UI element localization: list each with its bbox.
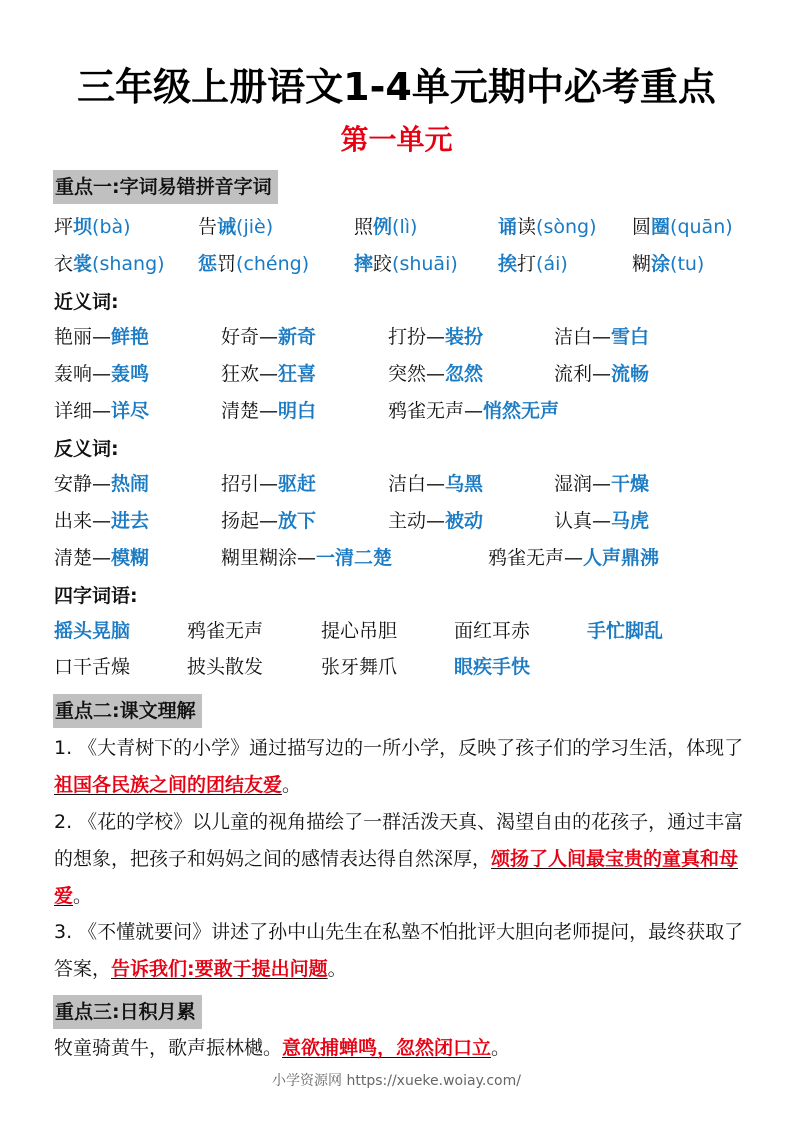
synonym-pair: 清楚—明白 bbox=[221, 400, 317, 422]
idiom: 手忙脚乱 bbox=[587, 620, 664, 642]
section-heading-1: 重点一:字词易错拼音字词 bbox=[53, 170, 278, 204]
text-item-1: 1. 《大青树下的小学》通过描写边的一所小学，反映了孩子们的学习生活，体现了祖国各民族之间的团结友爱。 bbox=[54, 737, 744, 796]
synonym-pair: 洁白—雪白 bbox=[554, 326, 650, 348]
pinyin-item: 挨打(ái) bbox=[498, 253, 568, 275]
idiom: 鸦雀无声 bbox=[187, 620, 264, 642]
idioms-label: 四字词语: bbox=[54, 585, 138, 607]
antonym-pair: 扬起—放下 bbox=[221, 510, 317, 532]
text-item-2: 2. 《花的学校》以儿童的视角描绘了一群活泼天真、渴望自由的花孩子，通过丰富的想象，把孩子和妈妈之间的感情表达得自然深厚，颂扬了人间最宝贵的童真和母爱。 bbox=[54, 811, 744, 907]
synonym-pair: 艳丽—鲜艳 bbox=[54, 326, 150, 348]
text-item-3: 3. 《不懂就要问》讲述了孙中山先生在私塾不怕批评大胆向老师提问，最终获取了答案，告诉我们:要敢于提出问题。 bbox=[54, 921, 744, 980]
pinyin-item: 摔跤(shuāi) bbox=[354, 253, 458, 275]
synonym-pair: 突然—忽然 bbox=[388, 363, 484, 385]
antonym-pair: 清楚—模糊 bbox=[54, 547, 150, 569]
synonym-pair: 好奇—新奇 bbox=[221, 326, 317, 348]
page-title: 三年级上册语文1-4单元期中必考重点 bbox=[77, 65, 716, 109]
pinyin-item: 圆圈(quān) bbox=[632, 216, 733, 238]
unit-title: 第一单元 bbox=[340, 123, 453, 156]
synonym-pair: 鸦雀无声—悄然无声 bbox=[388, 400, 560, 422]
synonym-pair: 流利—流畅 bbox=[554, 363, 650, 385]
antonyms-label: 反义词: bbox=[54, 438, 119, 460]
idiom: 面红耳赤 bbox=[454, 620, 531, 642]
antonym-pair: 湿润—干燥 bbox=[554, 473, 650, 495]
idiom: 口干舌燥 bbox=[54, 656, 131, 678]
pinyin-item: 衣裳(shang) bbox=[54, 253, 165, 275]
antonym-pair: 鸦雀无声—人声鼎沸 bbox=[488, 547, 660, 569]
antonym-pair: 安静—热闹 bbox=[54, 473, 150, 495]
synonym-pair: 狂欢—狂喜 bbox=[221, 363, 317, 385]
pinyin-item: 照例(lì) bbox=[354, 216, 418, 238]
idiom: 张牙舞爪 bbox=[321, 656, 398, 678]
idiom: 提心吊胆 bbox=[321, 620, 398, 642]
section-heading-2: 重点二:课文理解 bbox=[53, 694, 202, 728]
section-heading-3: 重点三:日积月累 bbox=[53, 995, 202, 1029]
footer-watermark: 小学资源网 https://xueke.woiay.com/ bbox=[272, 1073, 521, 1089]
idiom: 摇头晃脑 bbox=[54, 620, 131, 642]
pinyin-item: 诵读(sòng) bbox=[498, 216, 597, 238]
antonym-pair: 洁白—乌黑 bbox=[388, 473, 484, 495]
antonym-pair: 认真—马虎 bbox=[554, 510, 650, 532]
pinyin-item: 糊涂(tu) bbox=[632, 253, 705, 275]
antonym-pair: 主动—被动 bbox=[388, 510, 484, 532]
idiom: 披头散发 bbox=[187, 656, 264, 678]
idiom: 眼疾手快 bbox=[454, 656, 531, 678]
synonyms-label: 近义词: bbox=[54, 291, 119, 313]
pinyin-item: 坪坝(bà) bbox=[54, 216, 131, 238]
antonym-pair: 出来—进去 bbox=[54, 510, 150, 532]
antonym-pair: 招引—驱赶 bbox=[221, 473, 317, 495]
synonym-pair: 打扮—装扮 bbox=[388, 326, 484, 348]
antonym-pair: 糊里糊涂—一清二楚 bbox=[221, 547, 393, 569]
pinyin-item: 惩罚(chéng) bbox=[198, 253, 310, 275]
pinyin-item: 告诫(jiè) bbox=[198, 216, 274, 238]
synonym-pair: 详细—详尽 bbox=[54, 400, 150, 422]
poem-line: 牧童骑黄牛，歌声振林樾。意欲捕蝉鸣，忽然闭口立。 bbox=[54, 1037, 511, 1059]
synonym-pair: 轰响—轰鸣 bbox=[54, 363, 150, 385]
